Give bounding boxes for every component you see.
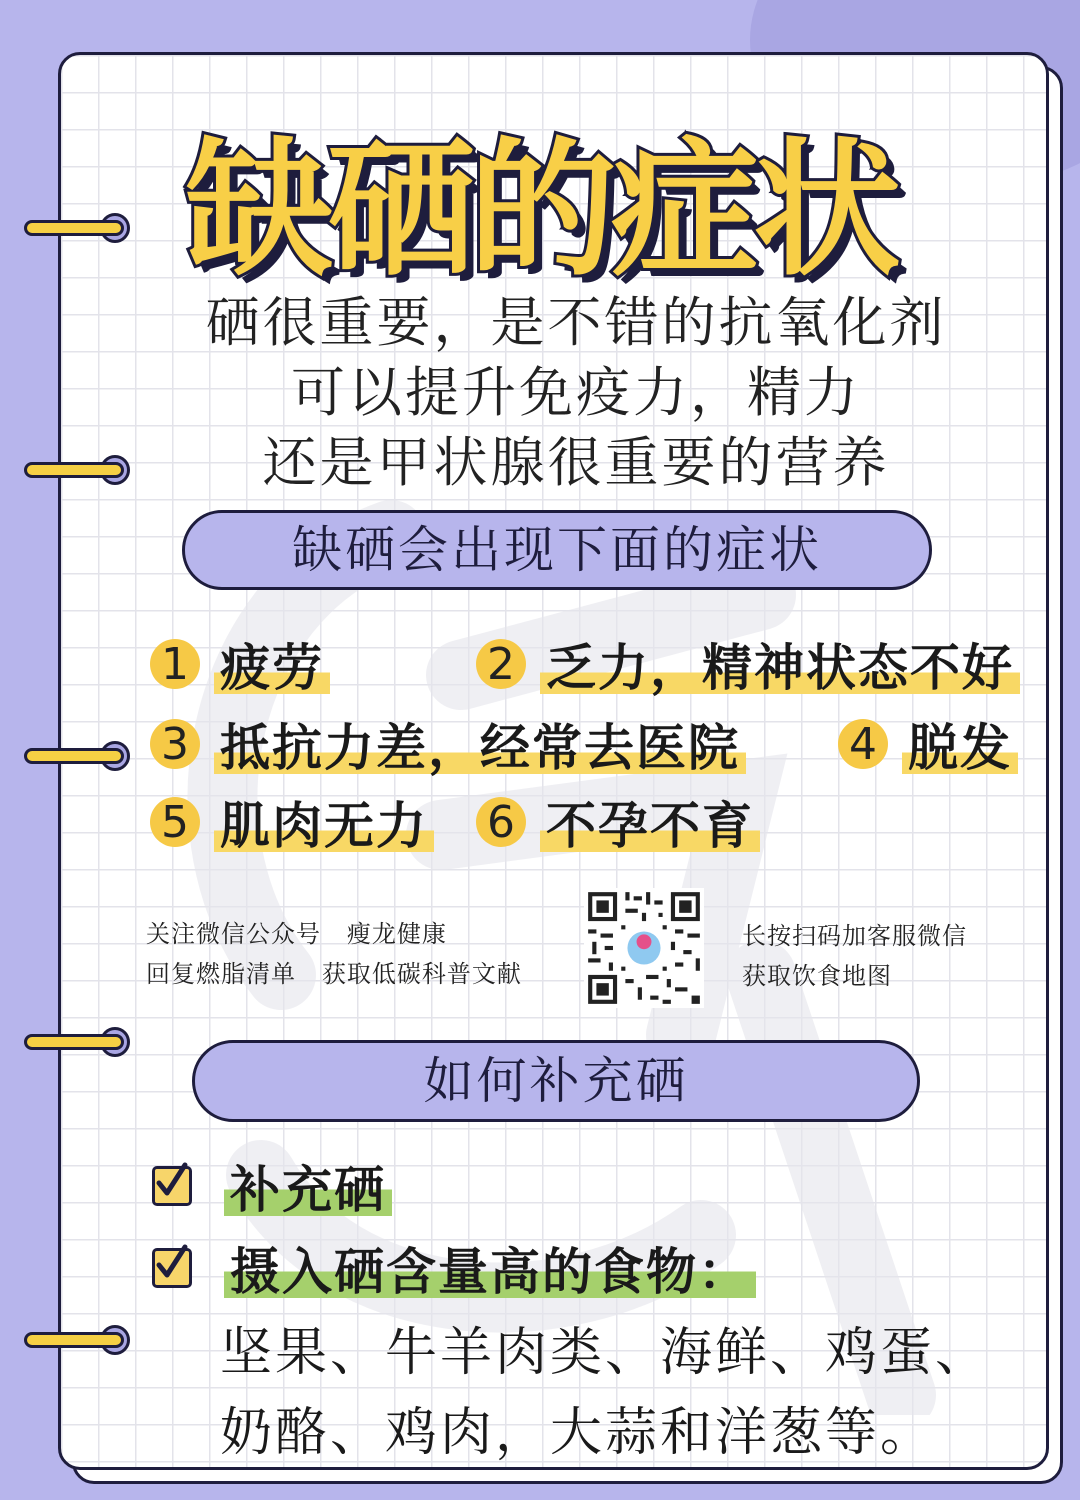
symptom-item [476, 628, 1020, 700]
binder-clip [24, 1332, 124, 1348]
symptom-number: 4 [838, 719, 888, 769]
supplement-text: 摄入硒含量高的食物： [224, 1232, 756, 1304]
promo-right-line-1: 长按扫码加客服微信 [742, 922, 967, 950]
symptom-number: 1 [150, 639, 200, 689]
supplement-item [152, 1150, 392, 1222]
intro-line-3: 还是甲状腺很重要的营养 [262, 431, 890, 494]
symptom-item [838, 708, 1018, 780]
symptom-number: 2 [476, 639, 526, 689]
symptom-text: 抵抗力差，经常去医院 [214, 708, 746, 780]
qr-code-icon[interactable] [584, 888, 704, 1008]
symptom-item [476, 786, 760, 858]
intro-line-1: 硒很重要，是不错的抗氧化剂 [205, 291, 947, 354]
binder-clip [24, 748, 124, 764]
supplement-header: 如何补充硒 [192, 1040, 920, 1122]
intro-line-2: 可以提升免疫力，精力 [291, 361, 861, 424]
checkbox-checked-icon [152, 1248, 192, 1288]
page-title: 缺硒的症状 [185, 124, 895, 296]
checkbox-checked-icon [152, 1166, 192, 1206]
binder-clip [24, 1034, 124, 1050]
promo-right-line-2: 获取饮食地图 [742, 962, 892, 990]
supplement-text: 补充硒 [224, 1150, 392, 1222]
symptom-text: 肌肉无力 [214, 786, 434, 858]
supplement-item [152, 1232, 756, 1304]
symptom-item [150, 786, 434, 858]
symptom-number: 5 [150, 797, 200, 847]
promo-left-line-1: 关注微信公众号 瘦龙健康 [146, 920, 447, 948]
promo-left-line-2: 回复燃脂清单 获取低碳科普文献 [146, 960, 522, 988]
symptom-text: 乏力，精神状态不好 [540, 628, 1020, 700]
foods-line-2: 奶酪、鸡肉，大蒜和洋葱等。 [220, 1403, 936, 1463]
symptom-number: 3 [150, 719, 200, 769]
symptoms-header: 缺硒会出现下面的症状 [182, 510, 932, 590]
symptom-text: 脱发 [902, 708, 1018, 780]
symptom-item [150, 628, 330, 700]
symptom-text: 疲劳 [214, 628, 330, 700]
symptom-text: 不孕不育 [540, 786, 760, 858]
symptom-number: 6 [476, 797, 526, 847]
symptom-item [150, 708, 746, 780]
foods-line-1: 坚果、牛羊肉类、海鲜、鸡蛋、 [220, 1323, 991, 1383]
